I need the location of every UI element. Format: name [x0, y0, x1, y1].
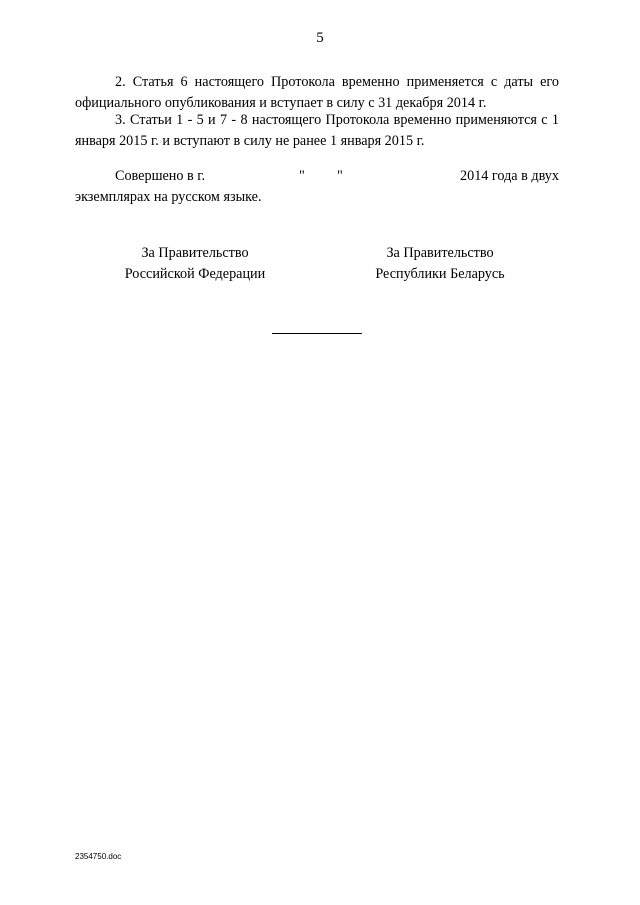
paragraph-articles-1-8: 3. Статьи 1 - 5 и 7 - 8 настоящего Протокола временно применяются с 1 января 2015 г. и вступают в силу не ранее 1 января 2015 г. — [75, 112, 559, 149]
page-number: 5 — [316, 30, 324, 46]
signature-belarus-line-1: За Правительство — [386, 245, 494, 261]
completion-place-label: Совершено в г. — [115, 168, 206, 184]
signature-russia-line-1: За Правительство — [141, 245, 249, 261]
signature-block-belarus — [340, 243, 540, 285]
signature-block-russia — [95, 243, 295, 285]
date-quote-close: " — [337, 168, 343, 184]
completion-clause-line-1 — [75, 166, 559, 187]
paragraph-article-6: 2. Статья 6 настоящего Протокола временно применяется с даты его официального опубликования и вступает в силу с 31 декабря 2014 г. — [75, 74, 559, 111]
end-divider-line — [272, 333, 362, 334]
footer-filename: 2354750.doc — [75, 852, 122, 861]
date-quote-open: " — [299, 168, 305, 184]
completion-clause — [75, 166, 559, 208]
signature-russia-line-2: Российской Федерации — [124, 266, 266, 282]
completion-year-text: 2014 года в двух — [460, 168, 559, 184]
completion-clause-line-2: экземплярах на русском языке. — [75, 189, 262, 205]
signature-belarus-line-2: Республики Беларусь — [375, 266, 505, 282]
